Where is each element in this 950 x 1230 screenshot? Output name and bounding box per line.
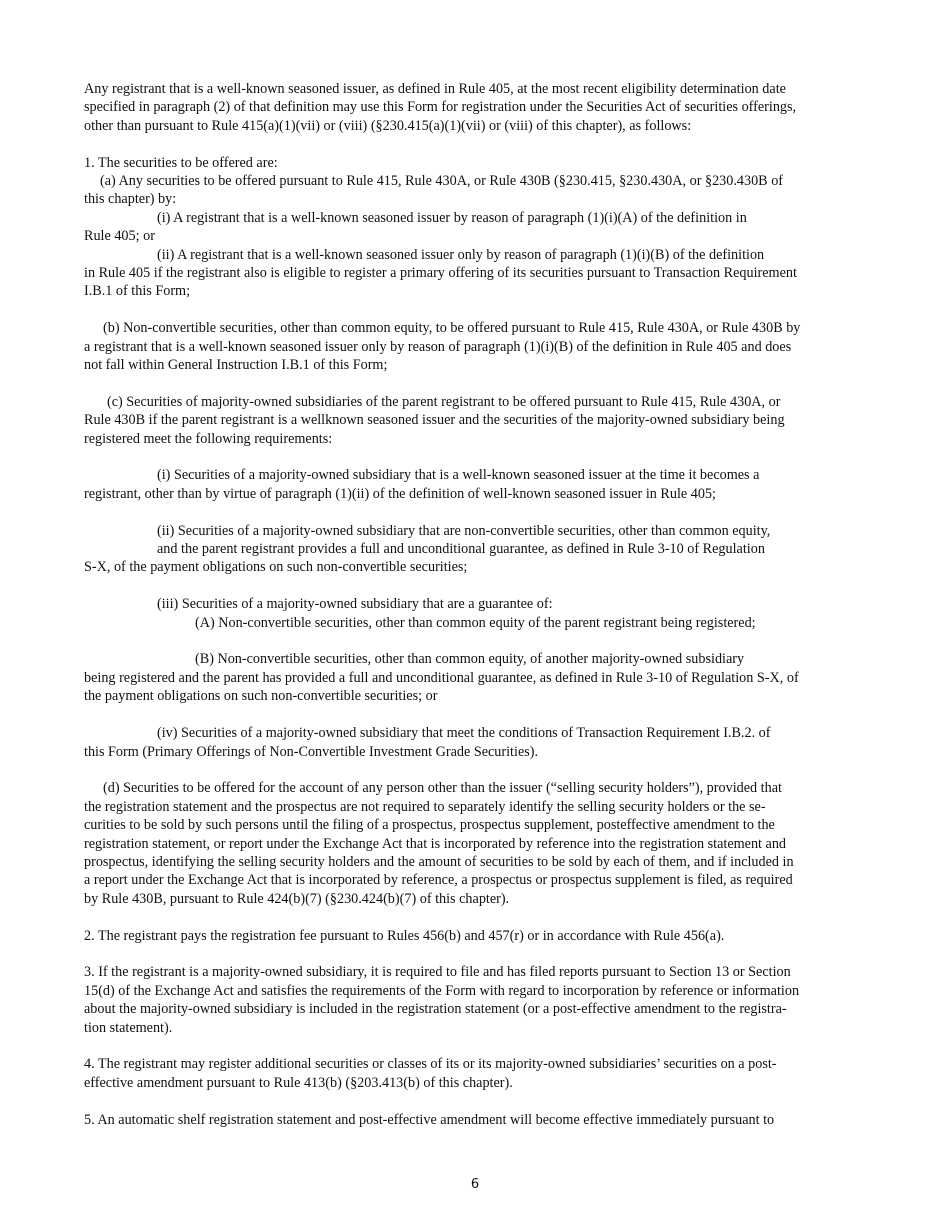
text-line: (c) Securities of majority-owned subsidiaries of the parent registrant to be offered pursuant to Rule 415, Rule 430A, or xyxy=(107,393,781,410)
text-line: (d) Securities to be offered for the account of any person other than the issuer (“selling security holders”), provided that xyxy=(103,780,782,797)
text-line: 4. The registrant may register additional securities or classes of its or its majority-owned subsidiaries’ securities on a post- xyxy=(84,1056,777,1073)
text-line: a report under the Exchange Act that is incorporated by reference, a prospectus or prospectus supplement is filed, as required xyxy=(84,872,793,889)
text-line: 15(d) of the Exchange Act and satisfies the requirements of the Form with regard to incorporation by reference or information xyxy=(84,982,800,999)
text-line: (B) Non-convertible securities, other than common equity, of another majority-owned subsidiary xyxy=(195,651,745,668)
section-4 xyxy=(84,1055,868,1092)
text-line: (iv) Securities of a majority-owned subsidiary that meet the conditions of Transaction Requirement I.B.2. of xyxy=(157,725,771,742)
text-line: (ii) Securities of a majority-owned subsidiary that are non-convertible securities, other than common equity, xyxy=(157,522,771,539)
text-line: about the majority-owned subsidiary is included in the registration statement (or a post-effective amendment to the registra- xyxy=(84,1001,787,1018)
text-line: by Rule 430B, pursuant to Rule 424(b)(7) (§230.424(b)(7) of this chapter). xyxy=(84,890,510,907)
text-line: S-X, of the payment obligations on such non-convertible securities; xyxy=(84,559,468,576)
text-line: 2. The registrant pays the registration fee pursuant to Rules 456(b) and 457(r) or in accordance with Rule 456(a). xyxy=(84,927,725,944)
section-1 xyxy=(84,154,868,301)
text-line: 3. If the registrant is a majority-owned subsidiary, it is required to file and has filed reports pursuant to Section 13 or Section xyxy=(84,964,791,981)
text-line: (i) A registrant that is a well-known seasoned issuer by reason of paragraph (1)(i)(A) of the definition in xyxy=(157,209,747,226)
text-line: tion statement). xyxy=(84,1019,173,1036)
paragraph-1c-iii-b xyxy=(84,650,868,705)
text-line: registered meet the following requirements: xyxy=(84,430,333,447)
text-line: effective amendment pursuant to Rule 413(b) (§203.413(b) of this chapter). xyxy=(84,1074,513,1091)
text-line: (iii) Securities of a majority-owned subsidiary that are a guarantee of: xyxy=(157,596,553,613)
paragraph-1c-iii xyxy=(84,595,868,632)
text-line: specified in paragraph (2) of that definition may use this Form for registration under the Securities Act of securities offerings, xyxy=(84,99,797,116)
section-2 xyxy=(84,927,868,945)
paragraph-1c xyxy=(84,393,868,448)
text-line: registration statement, or report under the Exchange Act that is incorporated by reference into the registration statement and xyxy=(84,835,787,852)
text-line: (A) Non-convertible securities, other than common equity of the parent registrant being registered; xyxy=(195,614,756,631)
text-line: (a) Any securities to be offered pursuant to Rule 415, Rule 430A, or Rule 430B (§230.415, §230.430A, or §230.430B of xyxy=(100,173,784,190)
text-line: Any registrant that is a well-known seasoned issuer, as defined in Rule 405, at the most recent eligibility determination date xyxy=(84,81,786,97)
text-line: the registration statement and the prospectus are not required to separately identify the selling security holders or the se- xyxy=(84,798,766,815)
text-line: I.B.1 of this Form; xyxy=(84,283,191,300)
text-line: being registered and the parent has provided a full and unconditional guarantee, as defined in Rule 3-10 of Regulation S-X, of xyxy=(84,669,799,686)
section-heading: 1. The securities to be offered are: xyxy=(84,154,278,171)
text-line: (i) Securities of a majority-owned subsidiary that is a well-known seasoned issuer at the time it becomes a xyxy=(157,467,760,484)
section-3 xyxy=(84,963,868,1037)
document-body xyxy=(84,80,868,1129)
text-line: other than pursuant to Rule 415(a)(1)(vii) or (viii) (§230.415(a)(1)(vii) or (viii) of this chapter), as follows: xyxy=(84,117,692,134)
text-line: in Rule 405 if the registrant also is eligible to register a primary offering of its securities pursuant to Transaction Requirement xyxy=(84,265,797,282)
text-line: the payment obligations on such non-convertible securities; or xyxy=(84,688,438,705)
text-line: curities to be sold by such persons until the filing of a prospectus, prospectus supplement, posteffective amendment to the xyxy=(84,817,775,834)
text-line: Rule 405; or xyxy=(84,228,155,245)
paragraph-1c-i xyxy=(84,466,868,503)
text-line: 5. An automatic shelf registration statement and post-effective amendment will become effective immediately pursuant to xyxy=(84,1111,775,1128)
section-5 xyxy=(84,1111,868,1129)
text-line: (b) Non-convertible securities, other than common equity, to be offered pursuant to Rule 415, Rule 430A, or Rule 430B by xyxy=(103,320,801,337)
text-line: not fall within General Instruction I.B.1 of this Form; xyxy=(84,357,388,374)
page-number: 6 xyxy=(470,1177,480,1192)
text-line: (ii) A registrant that is a well-known seasoned issuer only by reason of paragraph (1)(i)(B) of the definition xyxy=(157,246,765,263)
paragraph-1b xyxy=(84,319,868,374)
text-line: this chapter) by: xyxy=(84,191,177,208)
paragraph-1d xyxy=(84,779,868,908)
text-line: Rule 430B if the parent registrant is a wellknown seasoned issuer and the securities of the majority-owned subsidiary being xyxy=(84,412,785,429)
text-line: this Form (Primary Offerings of Non-Convertible Investment Grade Securities). xyxy=(84,743,539,760)
text-line: registrant, other than by virtue of paragraph (1)(ii) of the definition of well-known seasoned issuer in Rule 405; xyxy=(84,485,716,502)
paragraph-1c-iv xyxy=(84,724,868,761)
text-line: prospectus, identifying the selling security holders and the amount of securities to be sold by each of them, and if included in xyxy=(84,853,794,870)
text-line: and the parent registrant provides a full and unconditional guarantee, as defined in Rule 3-10 of Regulation xyxy=(157,541,765,558)
text-line: a registrant that is a well-known seasoned issuer only by reason of paragraph (1)(i)(B) of the definition in Rule 405 and does xyxy=(84,338,792,355)
intro-paragraph xyxy=(84,80,868,135)
paragraph-1c-ii xyxy=(84,522,868,577)
